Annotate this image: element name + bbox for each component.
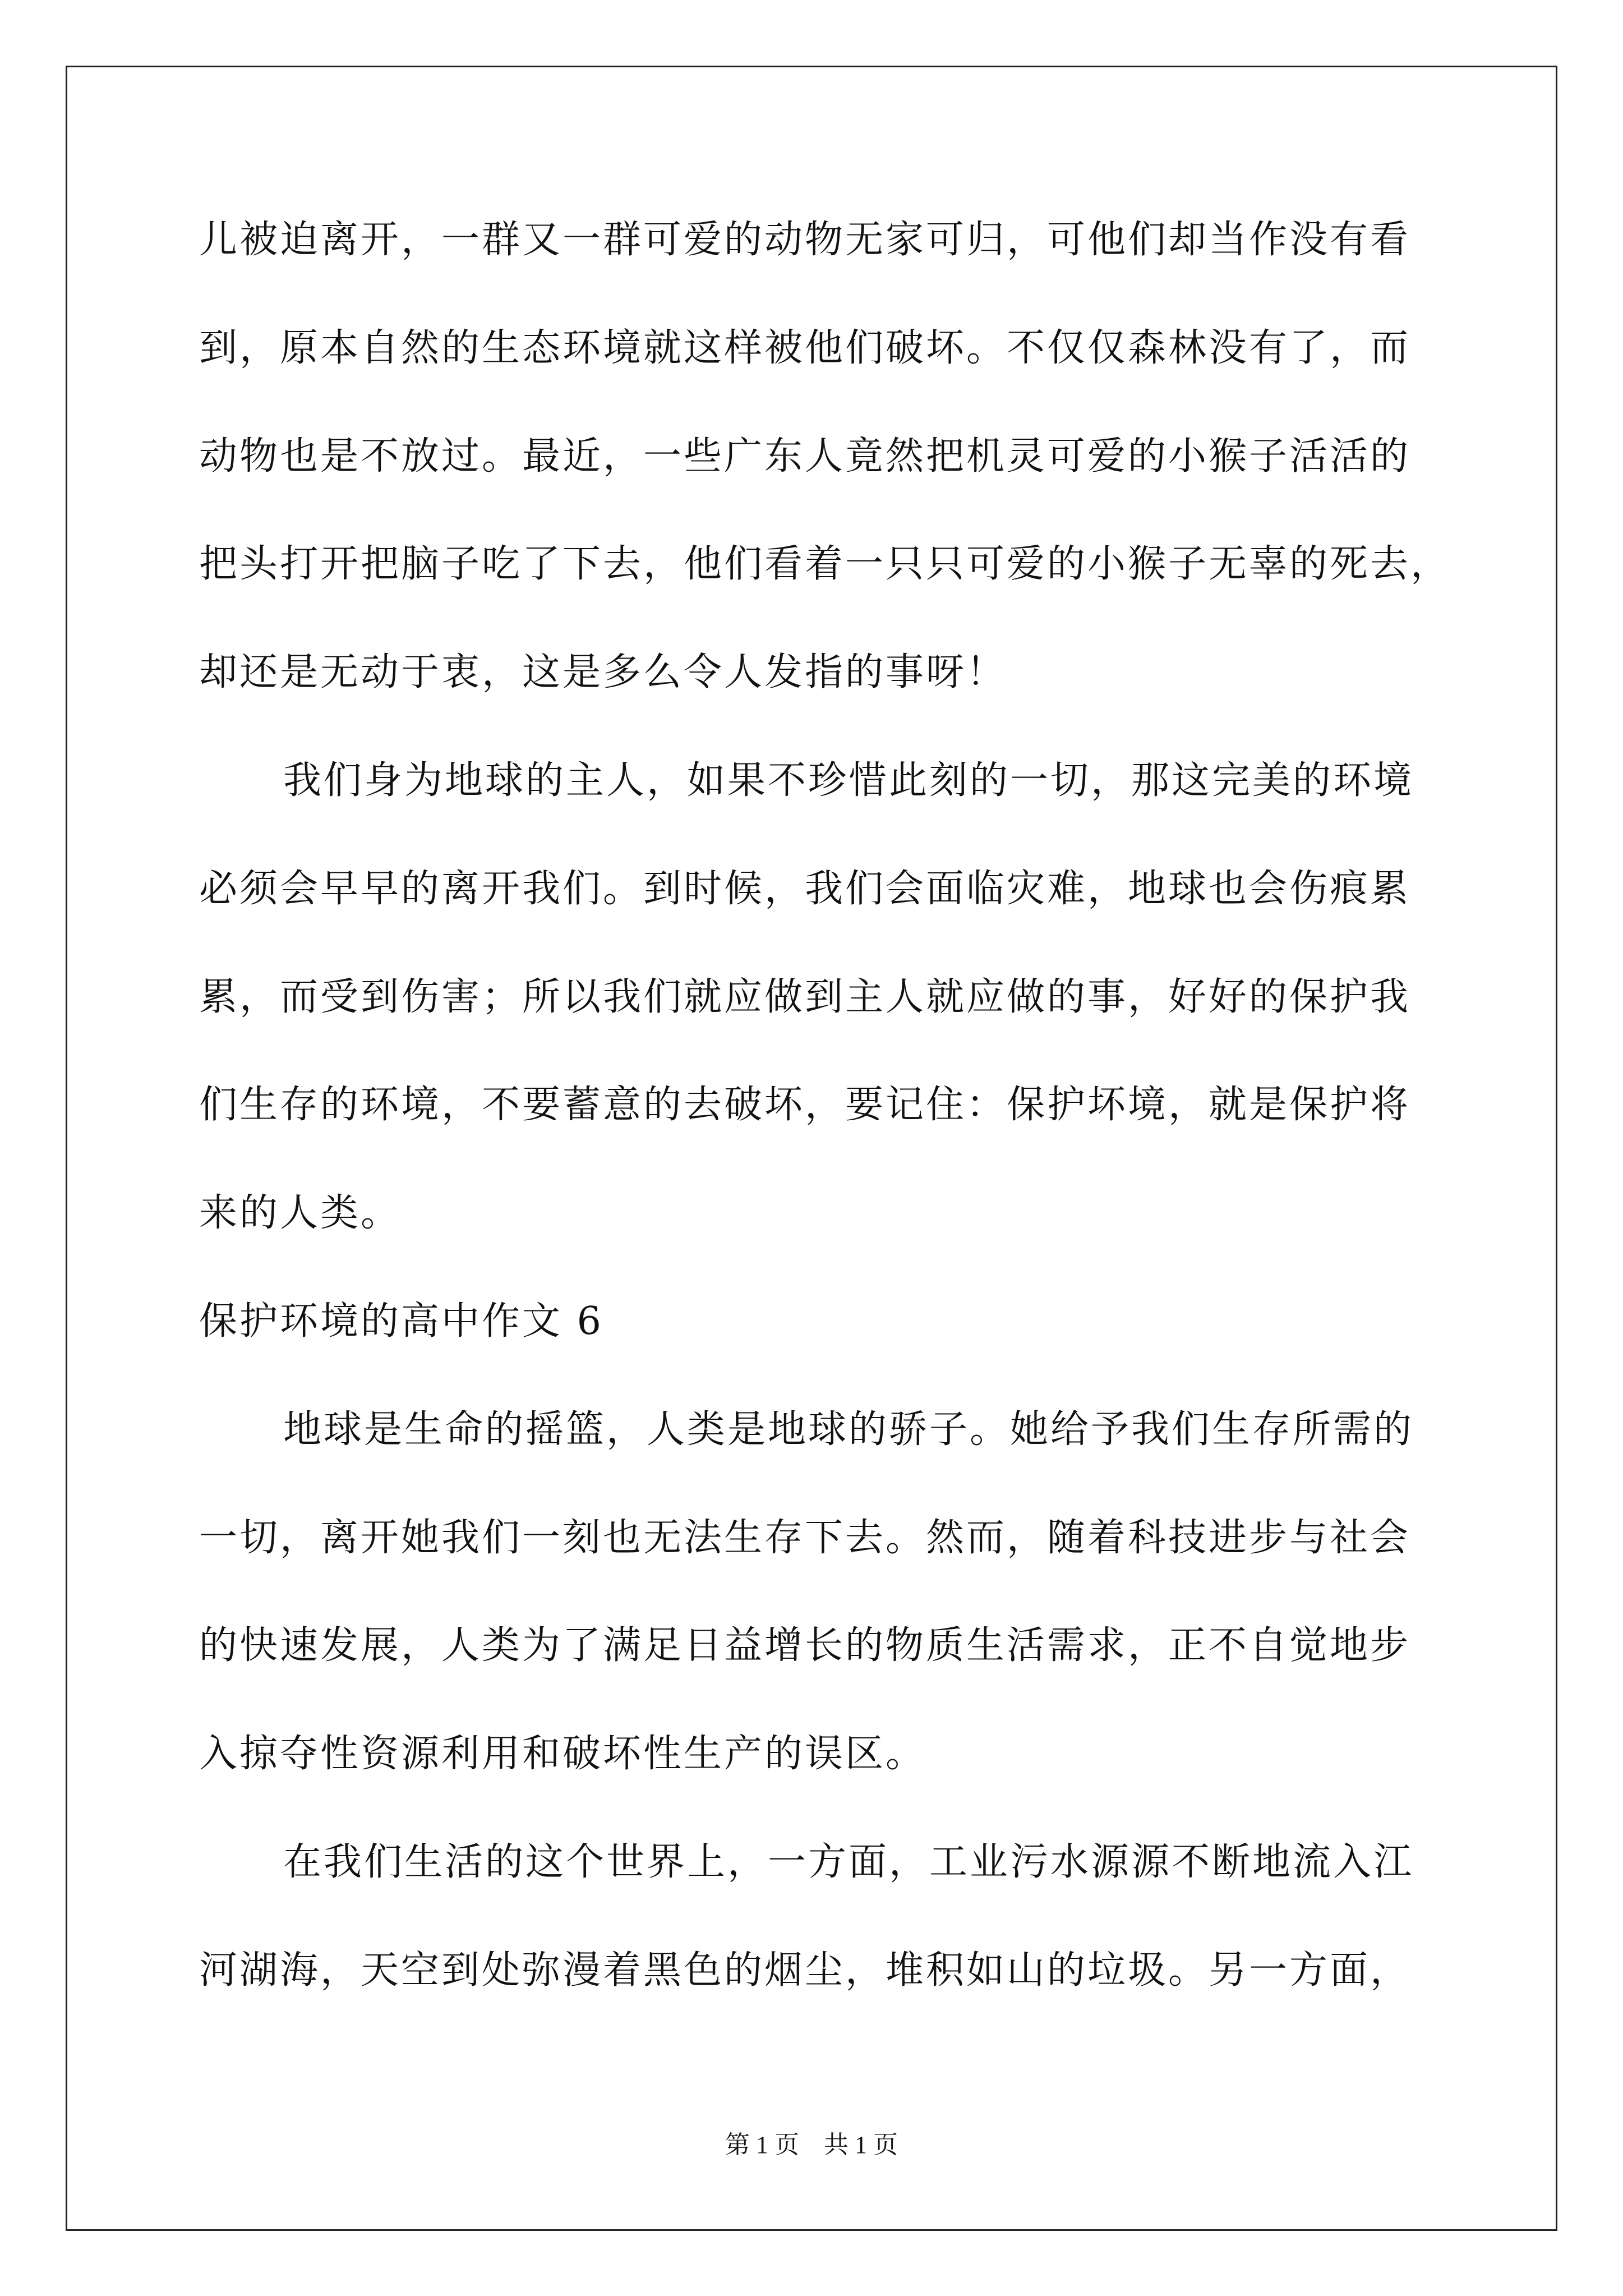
page-number: 第 1 页 <box>725 2131 799 2159</box>
text-line-5: 却还是无动于衷，这是多么令人发指的事呀！ <box>199 650 1007 695</box>
section-heading: 保护环境的高中作文 6 <box>199 1299 603 1343</box>
text-line-2: 到，原本自然的生态环境就这样被他们破坏。不仅仅森林没有了，而 <box>199 325 1411 370</box>
document-body <box>199 213 1451 2052</box>
text-line-16: 在我们生活的这个世界上，一方面，工业污水源源不断地流入江 <box>283 1839 1414 1884</box>
text-line-3: 动物也是不放过。最近，一些广东人竟然把机灵可爱的小猴子活活的 <box>199 434 1411 478</box>
text-line-17: 河湖海，天空到处弥漫着黑色的烟尘，堆积如山的垃圾。另一方面， <box>199 1948 1411 1993</box>
text-line-14: 的快速发展，人类为了满足日益增长的物质生活需求，正不自觉地步 <box>199 1623 1411 1668</box>
text-line-8: 累，而受到伤害；所以我们就应做到主人就应做的事，好好的保护我 <box>199 974 1411 1019</box>
text-line-7: 必须会早早的离开我们。到时候，我们会面临灾难，地球也会伤痕累 <box>199 866 1411 911</box>
text-line-13: 一切，离开她我们一刻也无法生存下去。然而，随着科技进步与社会 <box>199 1515 1411 1560</box>
page-footer <box>0 2129 1623 2161</box>
text-line-1: 儿被迫离开，一群又一群可爱的动物无家可归，可他们却当作没有看 <box>199 218 1411 262</box>
page-total: 共 1 页 <box>824 2131 898 2159</box>
text-line-15: 入掠夺性资源利用和破坏性生产的误区。 <box>199 1732 926 1777</box>
text-line-6: 我们身为地球的主人，如果不珍惜此刻的一切，那这完美的环境 <box>283 758 1414 803</box>
text-line-4: 把头打开把脑子吃了下去，他们看着一只只可爱的小猴子无辜的死去， <box>199 542 1451 587</box>
text-line-9: 们生存的环境，不要蓄意的去破坏，要记住：保护坏境，就是保护将 <box>199 1083 1411 1128</box>
text-line-12: 地球是生命的摇篮，人类是地球的骄子。她给予我们生存所需的 <box>283 1407 1414 1452</box>
text-line-10: 来的人类。 <box>199 1191 402 1236</box>
